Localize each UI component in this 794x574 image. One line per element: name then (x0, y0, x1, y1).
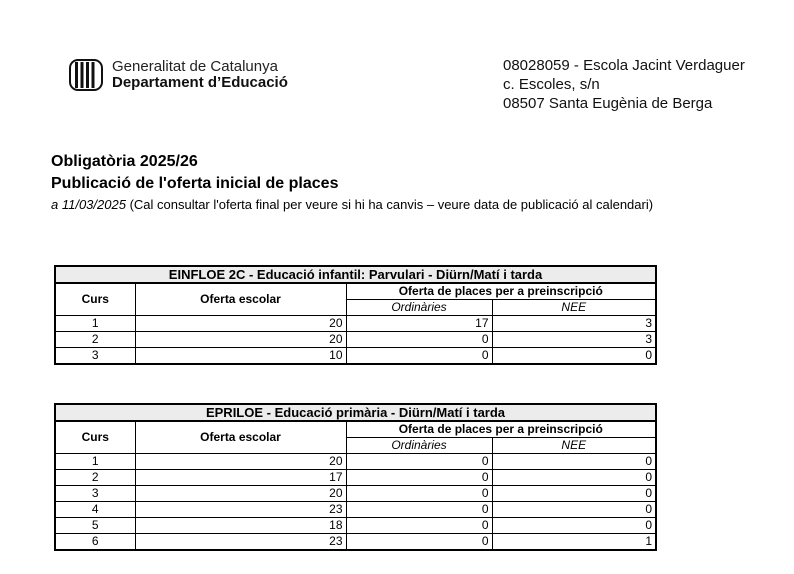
table-row (55, 470, 656, 486)
cell-ordinaries: 0 (346, 470, 492, 486)
cell-oferta: 20 (135, 332, 346, 348)
col-ordinaries-header: Ordinàries (346, 438, 492, 454)
table-row (55, 534, 656, 551)
table-row (55, 348, 656, 365)
cell-ordinaries: 17 (346, 316, 492, 332)
cell-ordinaries: 0 (346, 348, 492, 365)
cell-curs: 2 (55, 332, 135, 348)
col-nee-header: NEE (492, 438, 656, 454)
cell-ordinaries: 0 (346, 502, 492, 518)
cell-oferta: 20 (135, 486, 346, 502)
page-title: Obligatòria 2025/26 (51, 153, 198, 170)
cell-nee: 0 (492, 348, 656, 365)
cell-curs: 2 (55, 470, 135, 486)
cell-curs: 1 (55, 316, 135, 332)
page-subtitle: Publicació de l'oferta inicial de places (51, 175, 339, 192)
cell-curs: 3 (55, 486, 135, 502)
cell-nee: 1 (492, 534, 656, 551)
cell-oferta: 23 (135, 502, 346, 518)
publication-date: a 11/03/2025 (51, 197, 126, 212)
cell-oferta: 18 (135, 518, 346, 534)
table-row (55, 454, 656, 470)
cell-oferta: 20 (135, 316, 346, 332)
school-info (503, 56, 745, 113)
cell-nee: 0 (492, 470, 656, 486)
offer-table-infantil (54, 265, 657, 365)
cell-oferta: 17 (135, 470, 346, 486)
cell-curs: 4 (55, 502, 135, 518)
publication-note-text: (Cal consultar l'oferta final per veure si hi ha canvis – veure data de publicació al calendari) (125, 197, 654, 212)
cell-oferta: 10 (135, 348, 346, 365)
offer-table-primaria (54, 403, 657, 551)
cell-ordinaries: 0 (346, 534, 492, 551)
col-oferta-header: Oferta escolar (135, 283, 346, 316)
cell-ordinaries: 0 (346, 332, 492, 348)
school-street: c. Escoles, s/n (503, 76, 600, 93)
table-title: EPRILOE - Educació primària - Diürn/Matí i tarda (55, 404, 656, 421)
col-places-header: Oferta de places per a preinscripció (346, 421, 656, 438)
table-row (55, 332, 656, 348)
cell-oferta: 20 (135, 454, 346, 470)
col-curs-header: Curs (55, 421, 135, 454)
col-ordinaries-header: Ordinàries (346, 300, 492, 316)
generalitat-logo (69, 58, 288, 92)
cell-nee: 0 (492, 454, 656, 470)
publication-note (51, 196, 653, 213)
col-places-header: Oferta de places per a preinscripció (346, 283, 656, 300)
generalitat-emblem-icon (69, 58, 103, 92)
cell-nee: 0 (492, 502, 656, 518)
cell-nee: 3 (492, 316, 656, 332)
school-city: 08507 Santa Eugènia de Berga (503, 95, 713, 112)
col-curs-header: Curs (55, 283, 135, 316)
cell-curs: 3 (55, 348, 135, 365)
cell-ordinaries: 0 (346, 486, 492, 502)
cell-oferta: 23 (135, 534, 346, 551)
logo-line-1: Generalitat de Catalunya (112, 58, 278, 75)
page-heading (51, 151, 653, 213)
cell-curs: 6 (55, 534, 135, 551)
cell-curs: 5 (55, 518, 135, 534)
col-oferta-header: Oferta escolar (135, 421, 346, 454)
table-row (55, 486, 656, 502)
logo-line-2: Departament d’Educació (112, 74, 288, 91)
table-row (55, 316, 656, 332)
cell-nee: 0 (492, 518, 656, 534)
school-code-name: 08028059 - Escola Jacint Verdaguer (503, 57, 745, 74)
col-nee-header: NEE (492, 300, 656, 316)
cell-nee: 0 (492, 486, 656, 502)
cell-nee: 3 (492, 332, 656, 348)
cell-ordinaries: 0 (346, 454, 492, 470)
table-row (55, 502, 656, 518)
table-title: EINFLOE 2C - Educació infantil: Parvulari - Diürn/Matí i tarda (55, 266, 656, 283)
table-row (55, 518, 656, 534)
cell-curs: 1 (55, 454, 135, 470)
cell-ordinaries: 0 (346, 518, 492, 534)
